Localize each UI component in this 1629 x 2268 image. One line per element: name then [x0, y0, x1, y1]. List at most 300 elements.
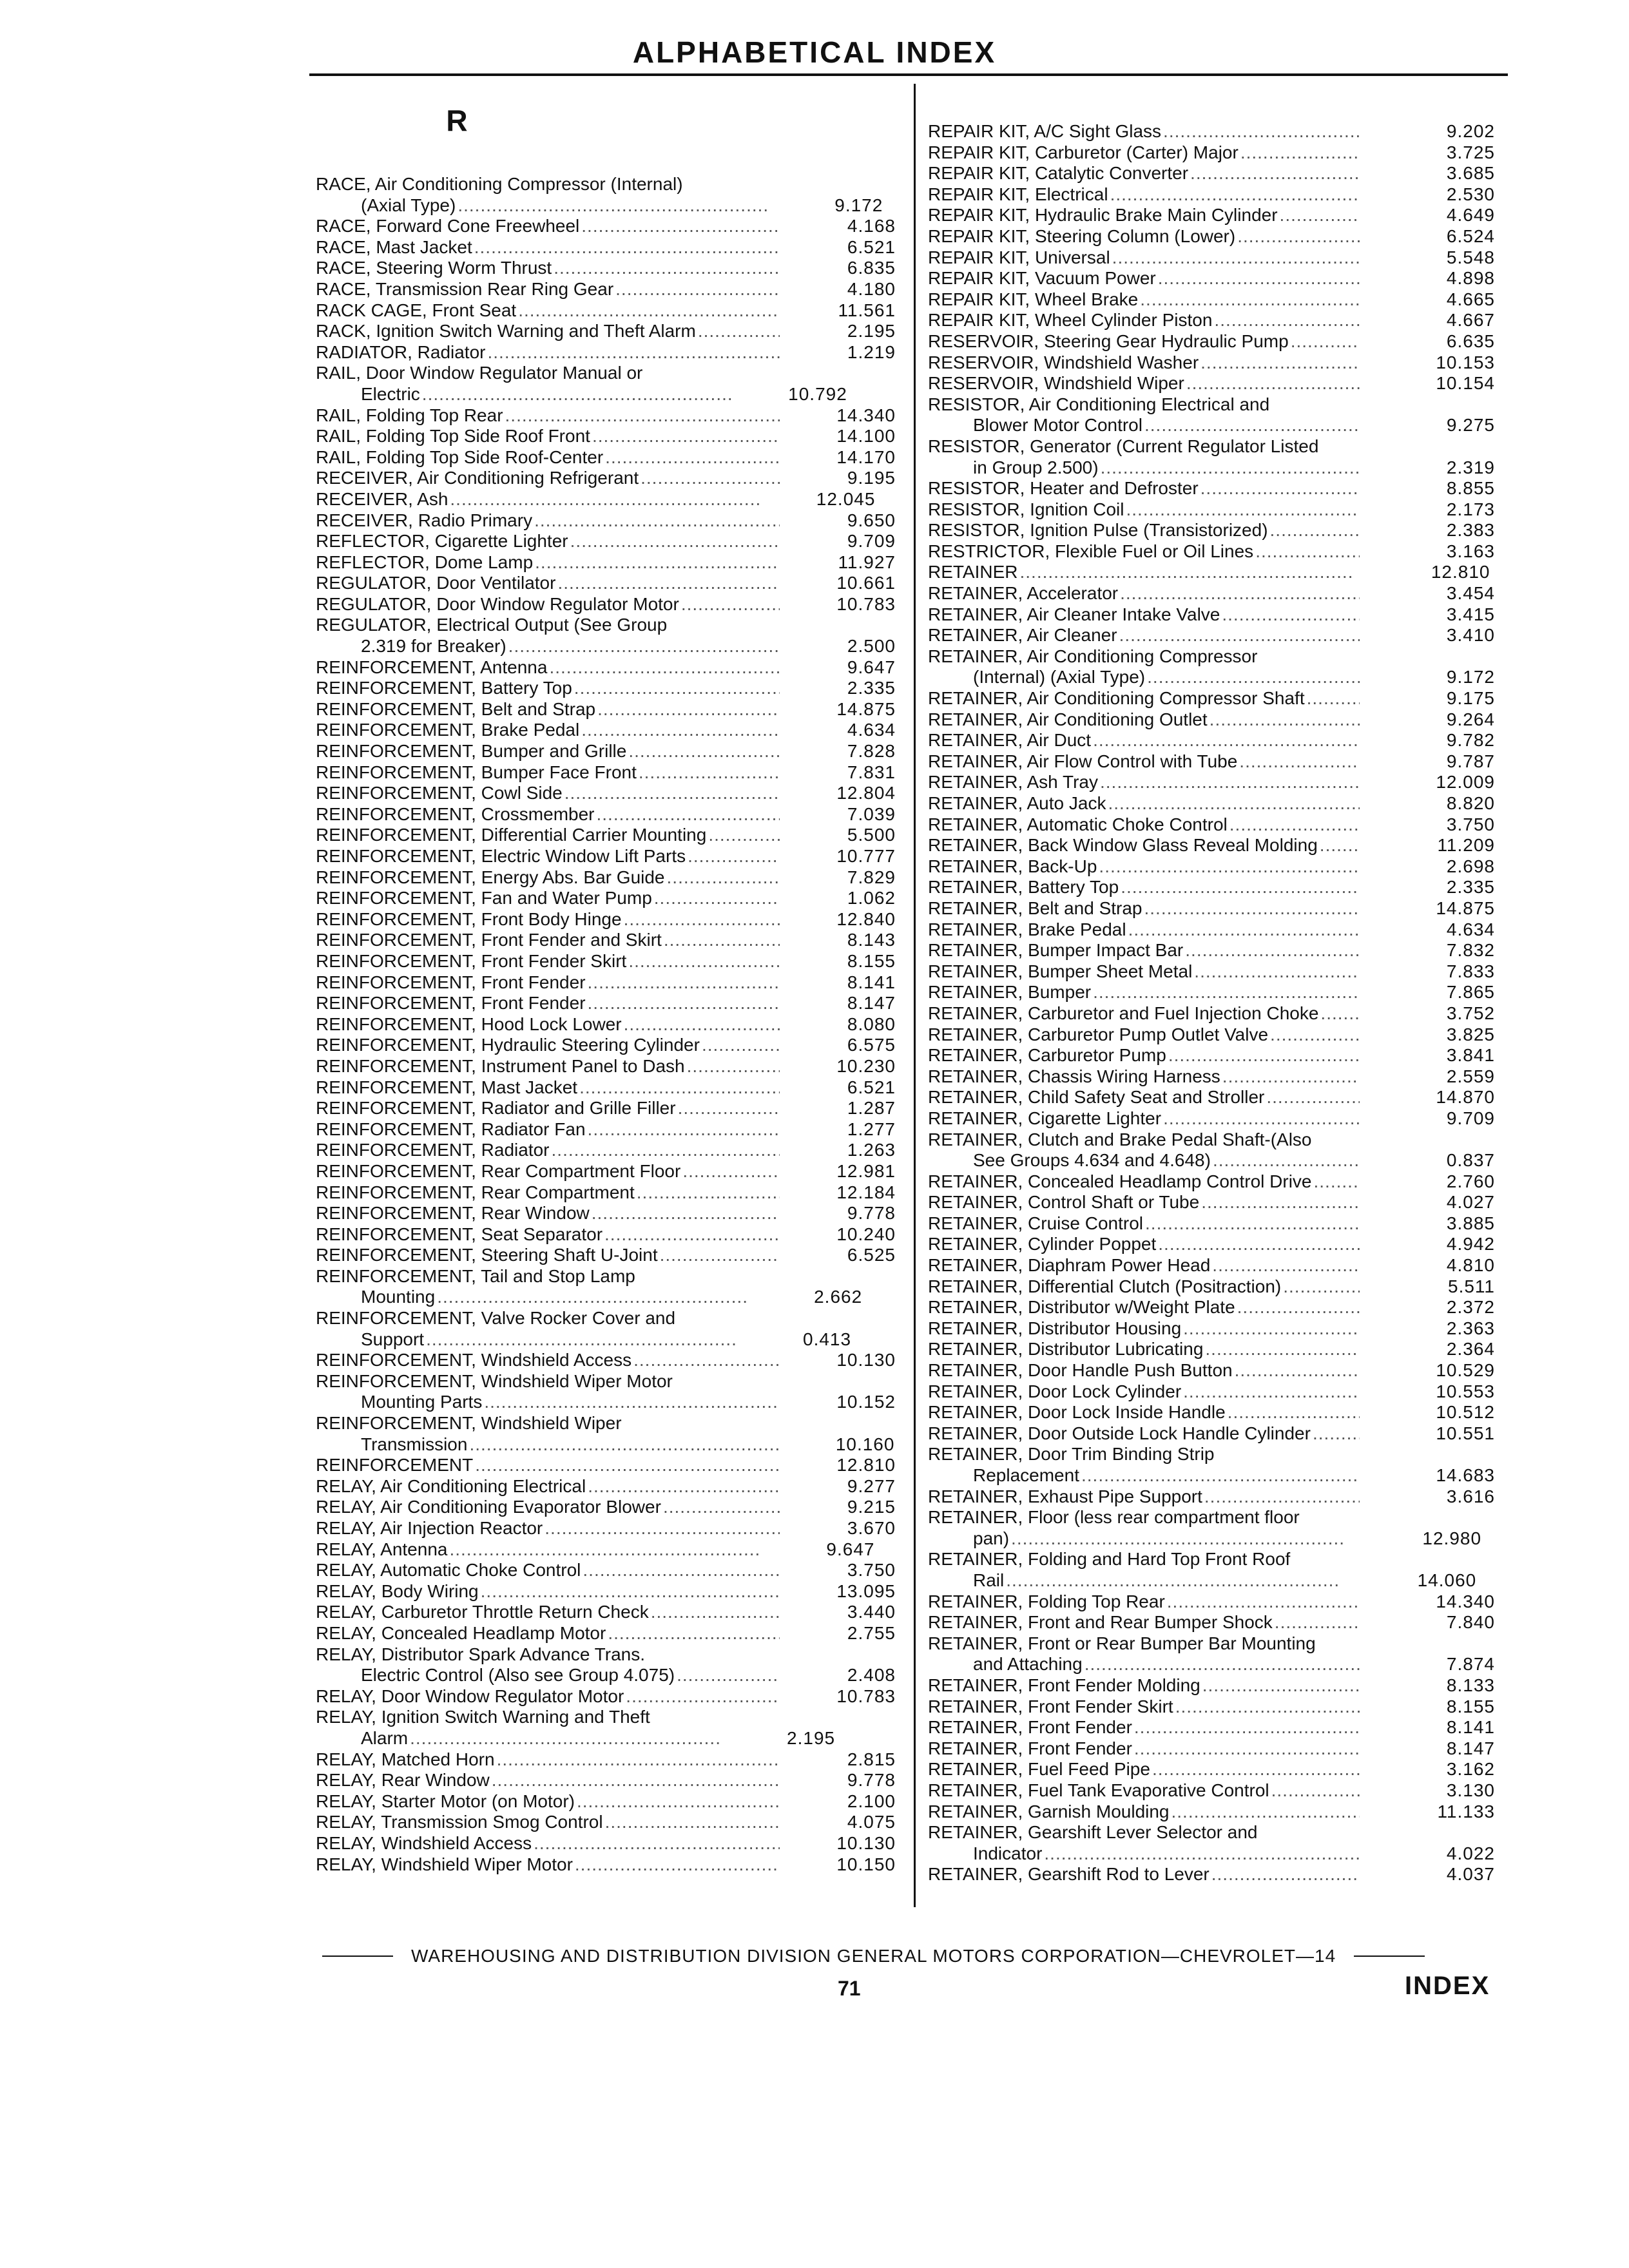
group-number: 8.155	[847, 950, 896, 971]
dot-leader	[1145, 1213, 1360, 1235]
dot-leader	[1158, 268, 1360, 289]
entry-text: RETAINER, Bumper Sheet Metal	[928, 961, 1193, 981]
index-entry	[928, 604, 1495, 626]
index-entry	[316, 1623, 896, 1644]
entry-text: RETAINER, Back Window Glass Reveal Molding	[928, 835, 1318, 856]
group-number: 5.548	[1446, 247, 1495, 267]
dot-leader	[554, 258, 780, 279]
dot-leader	[1134, 1717, 1360, 1738]
index-entry	[928, 625, 1495, 646]
group-number: 7.829	[847, 867, 896, 887]
entry-text: REINFORCEMENT, Cowl Side	[316, 783, 563, 803]
dot-leader	[1239, 751, 1360, 773]
entry-text: RETAINER, Distributor w/Weight Plate	[928, 1297, 1235, 1318]
dot-leader	[1235, 1360, 1360, 1381]
group-number: 3.885	[1446, 1213, 1495, 1233]
dot-leader	[624, 909, 780, 930]
dot-leader	[633, 1350, 780, 1371]
group-number: 14.683	[1436, 1465, 1495, 1485]
index-entry	[928, 520, 1495, 541]
dot-leader	[564, 783, 780, 804]
dot-leader	[577, 1791, 780, 1812]
dot-leader	[687, 1056, 780, 1077]
group-number: 0.413	[803, 1329, 852, 1349]
index-entry	[928, 289, 1495, 311]
index-entry	[316, 1812, 896, 1833]
dot-leader	[534, 1833, 780, 1854]
index-entry	[316, 615, 896, 657]
entry-text: Rail	[973, 1570, 1005, 1590]
group-number: 14.340	[836, 405, 896, 425]
dot-leader	[688, 846, 780, 867]
group-number: 4.649	[1446, 205, 1495, 226]
entry-text: RETAINER, Air Conditioning Compressor	[928, 646, 1258, 666]
entry-text: RETAINER, Ash Tray	[928, 772, 1098, 793]
group-number: 1.219	[847, 341, 896, 362]
group-number: 3.685	[1446, 163, 1495, 184]
entry-text: Blower Motor Control	[973, 415, 1142, 436]
dot-leader	[1211, 1864, 1360, 1885]
index-entry	[316, 1833, 896, 1854]
entry-text: RETAINER, Control Shaft or Tube	[928, 1192, 1200, 1213]
entry-text: RETAINER, Door Handle Push Button	[928, 1360, 1233, 1381]
dot-leader	[1168, 1045, 1360, 1066]
entry-text: REPAIR KIT, Carburetor (Carter) Major	[928, 142, 1239, 162]
entry-text: RETAINER, Distributor Lubricating	[928, 1339, 1204, 1360]
group-number: 2.100	[847, 1791, 896, 1811]
index-entry	[316, 1791, 896, 1812]
group-number: 10.551	[1436, 1423, 1495, 1443]
dot-leader	[1314, 1171, 1360, 1193]
entry-text: Indicator	[973, 1843, 1043, 1863]
group-number: 10.783	[836, 593, 896, 614]
index-entry	[316, 468, 896, 489]
index-entry	[316, 1245, 896, 1266]
dot-leader	[1183, 1318, 1360, 1340]
dot-leader	[1121, 877, 1360, 898]
group-number: 11.927	[838, 552, 896, 572]
index-entry	[928, 1255, 1495, 1276]
header-rule	[309, 73, 1508, 76]
index-entry	[928, 352, 1495, 374]
group-number: 4.942	[1446, 1234, 1495, 1254]
index-entry	[316, 909, 896, 930]
entry-text: RETAINER, Folding and Hard Top Front Roof	[928, 1549, 1291, 1570]
group-number: 12.804	[836, 783, 896, 803]
group-number: 12.810	[836, 1455, 896, 1475]
dot-leader	[534, 510, 780, 532]
index-entry	[928, 1759, 1495, 1780]
group-number: 11.133	[1437, 1801, 1495, 1821]
entry-text: REPAIR KIT, Vacuum Power	[928, 268, 1156, 289]
dot-leader	[660, 1245, 780, 1266]
dot-leader	[608, 1623, 780, 1644]
entry-text: RESISTOR, Heater and Defroster	[928, 478, 1199, 499]
dot-leader	[1134, 1738, 1360, 1760]
group-number: 10.230	[836, 1055, 896, 1076]
group-number: 14.875	[836, 698, 896, 719]
entry-text: RETAINER, Air Flow Control with Tube	[928, 751, 1238, 771]
entry-text: REFLECTOR, Cigarette Lighter	[316, 531, 568, 552]
index-entry	[928, 1633, 1495, 1675]
entry-text: RETAINER, Door Lock Cylinder	[928, 1381, 1182, 1401]
group-number: 4.075	[847, 1812, 896, 1832]
group-number: 12.810	[1431, 562, 1490, 582]
dot-leader	[557, 573, 780, 594]
index-entry	[928, 814, 1495, 836]
index-entry	[928, 1087, 1495, 1108]
group-number: 7.828	[847, 741, 896, 762]
group-number: 4.180	[847, 278, 896, 299]
dot-leader	[1202, 1675, 1360, 1696]
dot-leader	[1204, 1486, 1360, 1508]
entry-text: REINFORCEMENT, Hood Lock Lower	[316, 1014, 622, 1034]
index-entry	[928, 940, 1495, 961]
dot-leader	[597, 699, 780, 720]
index-entry	[316, 594, 896, 615]
group-number: 3.415	[1446, 604, 1495, 624]
group-number: 2.383	[1446, 520, 1495, 541]
dot-leader	[449, 1539, 758, 1561]
entry-text: RELAY, Transmission Smog Control	[316, 1812, 603, 1832]
group-number: 2.698	[1446, 856, 1495, 876]
dot-leader	[581, 216, 780, 237]
entry-text: REINFORCEMENT, Belt and Strap	[316, 698, 596, 719]
group-number: 10.553	[1436, 1381, 1495, 1401]
group-number: 6.835	[847, 258, 896, 278]
group-number: 7.840	[1446, 1612, 1495, 1633]
index-entry	[928, 310, 1495, 331]
entry-text: RETAINER, Auto Jack	[928, 793, 1106, 813]
index-entry	[316, 258, 896, 279]
entry-text: REINFORCEMENT, Differential Carrier Mounting	[316, 825, 707, 845]
group-number: 2.760	[1446, 1171, 1495, 1191]
group-number: 9.172	[1446, 667, 1495, 687]
dot-leader	[588, 972, 780, 994]
index-entry	[928, 898, 1495, 919]
index-entry	[928, 751, 1495, 773]
group-number: 3.440	[847, 1602, 896, 1622]
group-number: 10.130	[836, 1832, 896, 1853]
index-column-left	[316, 174, 896, 1875]
index-entry	[928, 184, 1495, 206]
group-number: 9.647	[826, 1539, 875, 1559]
entry-text: RETAINER, Bumper Impact Bar	[928, 940, 1184, 961]
group-number: 9.778	[847, 1203, 896, 1224]
index-entry	[928, 877, 1495, 898]
dot-leader	[1270, 520, 1360, 541]
entry-text: RETAINER, Door Outside Lock Handle Cylinder	[928, 1423, 1311, 1443]
index-entry	[928, 1003, 1495, 1024]
index-entry	[316, 1161, 896, 1182]
dot-leader	[681, 594, 780, 615]
entry-text: RETAINER, Gearshift Rod to Lever	[928, 1864, 1210, 1885]
index-entry	[316, 1350, 896, 1371]
group-number: 4.027	[1446, 1192, 1495, 1213]
dot-leader	[615, 279, 780, 300]
index-entry	[316, 174, 896, 216]
entry-text: REPAIR KIT, Wheel Cylinder Piston	[928, 310, 1213, 331]
group-number: 9.172	[834, 195, 883, 215]
index-entry	[316, 741, 896, 762]
group-number: 14.060	[1417, 1570, 1477, 1590]
dot-leader	[1283, 1276, 1360, 1298]
group-number: 2.195	[847, 321, 896, 341]
entry-text: REINFORCEMENT, Front Fender Skirt	[316, 950, 627, 971]
entry-text: RELAY, Matched Horn	[316, 1749, 495, 1769]
index-entry	[316, 552, 896, 573]
index-entry	[928, 1507, 1495, 1549]
entry-text: RACK, Ignition Switch Warning and Theft Alarm	[316, 321, 696, 341]
entry-text: REPAIR KIT, A/C Sight Glass	[928, 121, 1162, 141]
group-number: 4.667	[1446, 310, 1495, 331]
index-entry	[316, 1371, 896, 1413]
index-entry	[928, 856, 1495, 878]
dot-leader	[422, 384, 731, 405]
index-entry	[928, 1192, 1495, 1213]
entry-text: RECEIVER, Radio Primary	[316, 510, 533, 530]
group-number: 4.665	[1446, 289, 1495, 309]
dot-leader	[475, 1455, 780, 1476]
entry-text: RETAINER, Cruise Control	[928, 1213, 1144, 1233]
group-number: 2.335	[847, 678, 896, 698]
group-number: 14.870	[1436, 1087, 1495, 1108]
index-entry	[928, 1486, 1495, 1508]
entry-text: RELAY, Rear Window	[316, 1770, 490, 1791]
dot-leader	[651, 1602, 780, 1623]
group-number: 5.511	[1448, 1276, 1495, 1296]
index-entry	[316, 888, 896, 909]
group-number: 9.778	[847, 1770, 896, 1791]
group-number: 4.168	[847, 216, 896, 236]
entry-text: REPAIR KIT, Hydraulic Brake Main Cylinder	[928, 205, 1278, 226]
group-number: 9.709	[847, 531, 896, 552]
entry-text: RETAINER, Air Cleaner Intake Valve	[928, 604, 1220, 624]
entry-text: RETAINER, Brake Pedal	[928, 919, 1126, 939]
index-entry	[928, 205, 1495, 226]
dot-leader	[1237, 226, 1360, 247]
group-number: 2.319	[1446, 457, 1495, 477]
index-entry	[316, 1119, 896, 1140]
entry-text: RETAINER	[928, 562, 1018, 582]
dot-leader	[1144, 415, 1360, 436]
entry-text: RELAY, Ignition Switch Warning and Theft	[316, 1707, 650, 1727]
entry-text: RETAINER, Battery Top	[928, 877, 1119, 898]
group-number: 6.524	[1446, 226, 1495, 246]
dot-leader	[1158, 1234, 1360, 1255]
group-number: 3.750	[1446, 814, 1495, 834]
group-number: 2.173	[1446, 499, 1495, 519]
entry-text: REINFORCEMENT, Crossmember	[316, 803, 595, 824]
group-number: 12.045	[816, 488, 876, 509]
entry-text: RELAY, Windshield Access	[316, 1832, 532, 1853]
entry-text: RETAINER, Fuel Feed Pipe	[928, 1759, 1150, 1780]
group-number: 12.980	[1422, 1528, 1482, 1548]
index-entry	[316, 1686, 896, 1707]
dot-leader	[677, 1665, 780, 1686]
index-entry	[928, 1318, 1495, 1340]
index-entry	[928, 1591, 1495, 1613]
dot-leader	[592, 1203, 780, 1224]
dot-leader	[1200, 478, 1360, 499]
entry-text: RAIL, Folding Top Rear	[316, 405, 503, 425]
index-entry	[316, 363, 896, 405]
entry-text: REINFORCEMENT, Rear Window	[316, 1203, 590, 1224]
dot-leader	[1101, 457, 1360, 479]
group-number: 2.530	[1446, 184, 1495, 204]
entry-text: REINFORCEMENT, Windshield Access	[316, 1350, 632, 1370]
dot-leader	[1084, 1654, 1360, 1675]
entry-text: RELAY, Air Conditioning Electrical	[316, 1475, 586, 1496]
dot-leader	[1320, 1003, 1360, 1024]
entry-text: REINFORCEMENT, Bumper Face Front	[316, 762, 637, 782]
entry-text: RETAINER, Distributor Housing	[928, 1318, 1182, 1338]
dot-leader	[552, 1140, 780, 1161]
dot-leader	[1270, 1024, 1360, 1046]
index-entry	[928, 730, 1495, 751]
index-entry	[316, 1266, 896, 1308]
group-number: 10.783	[836, 1686, 896, 1706]
dot-leader	[663, 1497, 780, 1518]
index-entry	[928, 982, 1495, 1003]
dot-leader	[1020, 562, 1355, 583]
dot-leader	[1044, 1843, 1360, 1865]
entry-text: RETAINER, Floor (less rear compartment floor	[928, 1507, 1300, 1528]
dot-leader	[1100, 772, 1360, 793]
entry-text: REINFORCEMENT, Bumper and Grille	[316, 741, 627, 762]
group-number: 7.039	[847, 803, 896, 824]
dot-leader	[1144, 898, 1360, 919]
group-number: 6.521	[847, 236, 896, 257]
entry-text: (Axial Type)	[361, 195, 456, 215]
entry-text: REINFORCEMENT, Mast Jacket	[316, 1077, 578, 1097]
entry-text: RETAINER, Front Fender	[928, 1738, 1132, 1758]
index-entry	[316, 300, 896, 322]
entry-text: 2.319 for Breaker)	[361, 636, 506, 657]
dot-leader	[1140, 289, 1360, 311]
entry-text: RESISTOR, Air Conditioning Electrical and	[928, 394, 1270, 414]
index-entry	[928, 1045, 1495, 1066]
index-entry	[316, 1560, 896, 1581]
index-entry	[316, 1476, 896, 1497]
index-entry	[316, 1413, 896, 1455]
index-entry	[316, 573, 896, 594]
index-entry	[316, 447, 896, 468]
dot-leader	[410, 1728, 719, 1749]
dot-leader	[505, 405, 780, 427]
index-entry	[928, 1360, 1495, 1381]
entry-text: RETAINER, Clutch and Brake Pedal Shaft-(Also	[928, 1129, 1312, 1149]
entry-text: REGULATOR, Door Ventilator	[316, 573, 556, 593]
entry-text: Transmission	[361, 1434, 468, 1454]
dot-leader	[1213, 1150, 1360, 1171]
group-number: 9.264	[1446, 709, 1495, 729]
group-number: 1.287	[847, 1098, 896, 1119]
dot-leader	[1271, 1780, 1360, 1802]
group-number: 12.840	[836, 908, 896, 929]
entry-text: REPAIR KIT, Catalytic Converter	[928, 163, 1189, 184]
entry-text: and Attaching	[973, 1654, 1083, 1675]
entry-text: RESISTOR, Generator (Current Regulator Listed	[928, 436, 1319, 456]
index-entry	[928, 394, 1495, 436]
group-number: 12.009	[1436, 772, 1495, 793]
dot-leader	[549, 657, 780, 678]
group-number: 6.521	[847, 1077, 896, 1097]
index-entry	[928, 373, 1495, 394]
entry-text: RECEIVER, Air Conditioning Refrigerant	[316, 468, 639, 488]
entry-text: RETAINER, Garnish Moulding	[928, 1801, 1170, 1821]
footer-dash-left	[322, 1956, 393, 1957]
entry-text: REINFORCEMENT, Radiator	[316, 1140, 550, 1160]
index-entry	[928, 436, 1495, 478]
entry-text: REINFORCEMENT, Tail and Stop Lamp	[316, 1265, 635, 1286]
dot-leader	[1255, 541, 1360, 562]
entry-text: REINFORCEMENT, Hydraulic Steering Cylinder	[316, 1035, 700, 1055]
index-entry	[316, 993, 896, 1014]
index-entry	[928, 121, 1495, 142]
group-number: 9.175	[1446, 688, 1495, 709]
index-entry	[928, 541, 1495, 562]
dot-leader	[1210, 709, 1360, 731]
dot-leader	[484, 1392, 780, 1413]
dot-leader	[575, 1854, 780, 1876]
entry-text: See Groups 4.634 and 4.648)	[973, 1150, 1211, 1171]
index-entry	[928, 1802, 1495, 1823]
entry-text: RESERVOIR, Windshield Wiper	[928, 373, 1184, 394]
dot-leader	[1120, 583, 1360, 604]
group-number: 3.616	[1446, 1486, 1495, 1506]
group-number: 11.561	[838, 300, 896, 320]
entry-text: Replacement	[973, 1465, 1079, 1485]
index-entry	[316, 531, 896, 552]
dot-leader	[492, 1770, 780, 1791]
index-entry	[928, 1549, 1495, 1591]
column-divider	[914, 84, 916, 1907]
index-entry	[928, 499, 1495, 521]
index-entry	[928, 247, 1495, 269]
group-number: 2.195	[787, 1727, 836, 1748]
dot-leader	[626, 1686, 780, 1707]
index-entry	[316, 930, 896, 951]
index-entry	[316, 951, 896, 972]
index-entry	[928, 793, 1495, 814]
dot-leader	[1099, 856, 1360, 878]
dot-leader	[1011, 1528, 1346, 1550]
index-entry	[928, 1696, 1495, 1718]
entry-text: RETAINER, Fuel Tank Evaporative Control	[928, 1780, 1269, 1800]
entry-text: RACE, Steering Worm Thrust	[316, 258, 552, 278]
dot-leader	[678, 1098, 780, 1119]
entry-text: RACE, Mast Jacket	[316, 236, 472, 257]
dot-leader	[1222, 604, 1360, 626]
entry-text: RETAINER, Air Cleaner	[928, 625, 1117, 646]
dot-leader	[605, 447, 780, 468]
index-entry	[928, 961, 1495, 983]
group-number: 2.408	[847, 1665, 896, 1686]
dot-leader	[1212, 1255, 1360, 1276]
page-number: 71	[838, 1977, 861, 2000]
group-number: 6.635	[1446, 331, 1495, 351]
group-number: 4.037	[1446, 1864, 1495, 1885]
group-number: 7.831	[847, 762, 896, 782]
entry-text: Electric Control (Also see Group 4.075)	[361, 1665, 675, 1686]
index-entry	[316, 678, 896, 699]
group-number: 7.865	[1446, 982, 1495, 1003]
entry-text: REINFORCEMENT, Steering Shaft U-Joint	[316, 1245, 658, 1265]
dot-leader	[588, 993, 780, 1014]
entry-text: RELAY, Carburetor Throttle Return Check	[316, 1602, 649, 1622]
group-number: 10.160	[835, 1434, 895, 1454]
